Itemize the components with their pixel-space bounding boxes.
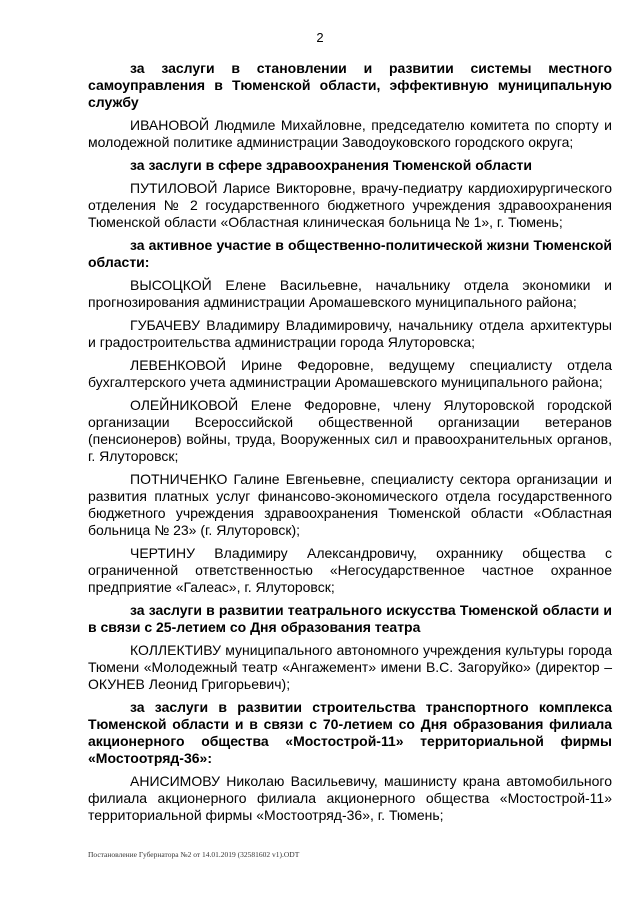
award-entry: ПУТИЛОВОЙ Ларисе Викторовне, врачу-педиатру кардиохирургического отделения № 2 государственного бюджетного учреждения здравоохранения Тюменской области «Областная клиническая больница № 1», г. Тюмень; xyxy=(88,180,612,230)
award-heading: за заслуги в развитии строительства транспортного комплекса Тюменской области и в связи с 70-летием со Дня образования филиала акционерного общества «Мостострой-11» территориальной фирмы «Мостоотряд-36»: xyxy=(88,699,612,766)
award-entry: ВЫСОЦКОЙ Елене Васильевне, начальнику отдела экономики и прогнозирования администрации Аромашевского муниципального района; xyxy=(88,277,612,310)
award-entry: ГУБАЧЕВУ Владимиру Владимировичу, начальнику отдела архитектуры и градостроительства администрации города Ялуторовска; xyxy=(88,317,612,350)
award-entry: ПОТНИЧЕНКО Галине Евгеньевне, специалисту сектора организации и развития платных услуг финансово-экономического отдела государственного бюджетного учреждения здравоохранения Тюменской области «Областная больница № 23» (г. Ялуторовск); xyxy=(88,471,612,538)
award-heading: за заслуги в сфере здравоохранения Тюменской области xyxy=(130,157,533,173)
document-body xyxy=(88,60,612,830)
award-heading: за активное участие в общественно-политической жизни Тюменской области: xyxy=(88,237,612,270)
award-heading: за заслуги в развитии театрального искусства Тюменской области и в связи с 25-летием со Дня образования театра xyxy=(88,602,612,635)
award-entry: ЛЕВЕНКОВОЙ Ирине Федоровне, ведущему специалисту отдела бухгалтерского учета администрации Аромашевского муниципального района; xyxy=(88,357,612,390)
document-footer: Постановление Губернатора №2 от 14.01.2019 (32581602 v1).ODT xyxy=(88,850,300,859)
award-entry: ОЛЕЙНИКОВОЙ Елене Федоровне, члену Ялуторовской городской организации Всероссийской общественной организации ветеранов (пенсионеров) войны, труда, Вооруженных сил и правоохранительных органов, г. Ялуторовск; xyxy=(88,397,612,464)
award-entry: АНИСИМОВУ Николаю Васильевичу, машинисту крана автомобильного филиала акционерного филиала акционерного общества «Мостострой-11» территориальной фирмы «Мостоотряд-36», г. Тюмень; xyxy=(88,773,612,823)
award-entry: ЧЕРТИНУ Владимиру Александровичу, охраннику общества с ограниченной ответственностью «Негосударственное частное охранное предприятие «Галеас», г. Ялуторовск; xyxy=(88,545,612,595)
page-number: 2 xyxy=(316,30,324,45)
award-entry: КОЛЛЕКТИВУ муниципального автономного учреждения культуры города Тюмени «Молодежный театр «Ангажемент» имени В.С. Загоруйко» (директор – ОКУНЕВ Леонид Григорьевич); xyxy=(88,642,612,692)
award-heading: за заслуги в становлении и развитии системы местного самоуправления в Тюменской области, эффективную муниципальную службу xyxy=(88,60,612,110)
award-entry: ИВАНОВОЙ Людмиле Михайловне, председателю комитета по спорту и молодежной политике администрации Заводоуковского городского округа; xyxy=(88,117,612,150)
